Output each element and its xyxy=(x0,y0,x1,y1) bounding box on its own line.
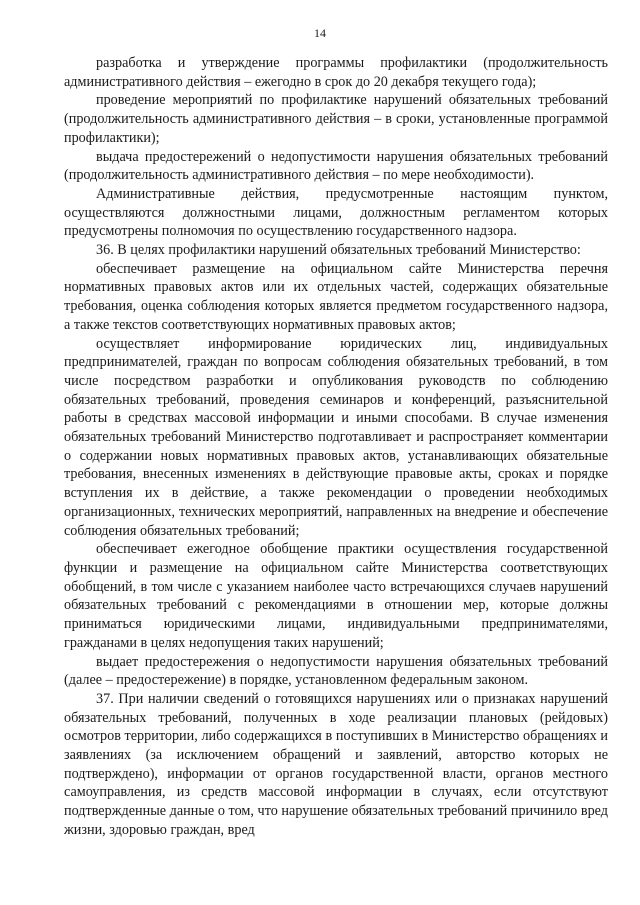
document-body xyxy=(64,54,608,840)
page-number: 14 xyxy=(314,26,326,40)
paragraph: проведение мероприятий по профилактике нарушений обязательных требований (продолжительность административного действия – в сроки, установленные программой профилактики); xyxy=(64,92,608,146)
paragraph: Административные действия, предусмотренные настоящим пунктом, осуществляются должностными лицами, должностным регламентом которых предусмотрены полномочия по осуществлению государственного надзора. xyxy=(64,185,608,240)
paragraph: обеспечивает ежегодное обобщение практики осуществления государственной функции и размещение на официальном сайте Министерства соответствующих обобщений, в том числе с указанием наиболее часто встречающихся случаев нарушений обязательных требований с рекомендациями в отношении мер, которые должны приниматься юридическими лицами, индивидуальными предпринимателями, гражданами в целях недопущения таких нарушений; xyxy=(64,541,608,651)
paragraph-section-36: 36. В целях профилактики нарушений обязательных требований Министерство: xyxy=(96,242,581,259)
paragraph: выдает предостережения о недопустимости нарушения обязательных требований (далее – предостережение) в порядке, установленном федеральным законом. xyxy=(64,653,608,689)
paragraph: выдача предостережений о недопустимости нарушения обязательных требований (продолжительность административного действия – по мере необходимости). xyxy=(64,148,608,184)
paragraph: разработка и утверждение программы профилактики (продолжительность административного действия – ежегодно в срок до 20 декабря текущего года); xyxy=(64,55,608,90)
paragraph: обеспечивает размещение на официальном сайте Министерства перечня нормативных правовых актов или их отдельных частей, содержащих обязательные требования, оценка соблюдения которых является предметом государственного надзора, а также текстов соответствующих нормативных правовых актов; xyxy=(64,260,608,333)
paragraph: осуществляет информирование юридических лиц, индивидуальных предпринимателей, граждан по вопросам соблюдения обязательных требований, в том числе посредством разработки и опубликования руководств по соблюдению обязательных требований, проведения семинаров и конференций, разъяснительной работы в средствах массовой информации и иными способами. В случае изменения обязательных требований Министерство подготавливает и распространяет комментарии о содержании новых нормативных правовых актов, устанавливающих обязательные требования, внесенных изменениях в действующие правовые акты, сроках и порядке вступления их в действие, а также рекомендации о проведении необходимых организационных, технических мероприятий, направленных на внедрение и обеспечение соблюдения обязательных требований; xyxy=(64,335,608,539)
paragraph-section-37: 37. При наличии сведений о готовящихся нарушениях или о признаках нарушений обязательных требований, полученных в ходе реализации плановых (рейдовых) осмотров территории, либо содержащихся в поступивших в Министерство обращениях и заявлениях (за исключением обращений и заявлений, авторство которых не подтверждено), информации от органов государственной власти, органов местного самоуправления, из средств массовой информации в случаях, если отсутствуют подтвержденные данные о том, что нарушение обязательных требований причинило вред жизни, здоровью граждан, вред xyxy=(64,690,608,838)
